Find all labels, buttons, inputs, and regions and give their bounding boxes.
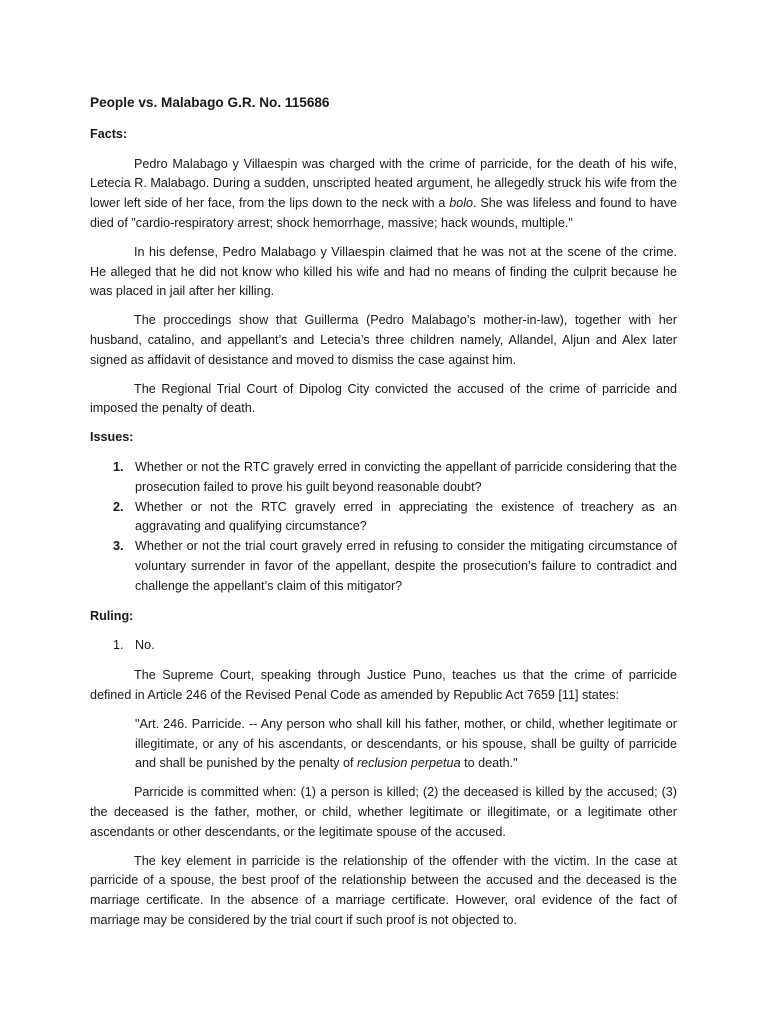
ruling-paragraph-1: The Supreme Court, speaking through Justice Puno, teaches us that the crime of parricide defined in Article 246 of the Revised Penal Code as amended by Republic Act 7659 [11] states: xyxy=(90,668,677,702)
ruling-list xyxy=(90,636,677,656)
facts-paragraph-1 xyxy=(90,155,677,234)
issue-text: Whether or not the RTC gravely erred in convicting the appellant of parricide considering that the prosecution failed to prove his guilt beyond reasonable doubt? xyxy=(135,459,677,494)
facts-paragraph-2: In his defense, Pedro Malabago y Villaespin claimed that he was not at the scene of the crime. He alleged that he did not know who killed his wife and had no means of finding the culprit because he was placed in jail after her killing. xyxy=(90,244,677,299)
document-page xyxy=(90,88,677,940)
issue-number: 2. xyxy=(113,499,124,514)
list-item xyxy=(90,458,677,498)
ruling-heading: Ruling: xyxy=(90,608,134,623)
ruling-paragraph-3: The key element in parricide is the relationship of the offender with the victim. In the case at parricide of a spouse, the best proof of the relationship between the accused and the deceased is the marriage certificate. In the absence of a marriage certificate. However, oral evidence of the fact of marriage may be considered by the trial court if such proof is not objected to. xyxy=(90,853,677,927)
document-title: People vs. Malabago G.R. No. 115686 xyxy=(90,95,330,110)
quote-text-a: "Art. 246. Parricide. -- Any person who shall kill his father, mother, or child, whether legitimate or illegitimate, or any of his ascendants, or descendants, or his spouse, shall be guilty of parricide and shall be punished by the penalty of xyxy=(135,716,677,771)
issues-heading: Issues: xyxy=(90,430,134,445)
ruling-number: 1. xyxy=(113,638,124,653)
facts-paragraph-4: The Regional Trial Court of Dipolog City convicted the accused of the crime of parricide and imposed the penalty of death. xyxy=(90,381,677,416)
facts-paragraph-3: The proccedings show that Guillerma (Pedro Malabago’s mother-in-law), together with her husband, catalino, and appellant’s and Letecia’s three children namely, Allandel, Aljun and Alex later signed as affidavit of desistance and moved to dismiss the case against him. xyxy=(90,313,677,367)
list-item xyxy=(90,636,677,656)
quote-emphasis: reclusion perpetua xyxy=(356,756,461,771)
issue-text: Whether or not the RTC gravely erred in appreciating the existence of treachery as an aggravating and qualifying circumstance? xyxy=(135,499,677,534)
quote-text-b: to death." xyxy=(460,756,518,771)
ruling-answer: No. xyxy=(135,638,155,653)
facts-p1-emphasis: bolo xyxy=(449,196,474,211)
issue-text: Whether or not the trial court gravely erred in refusing to consider the mitigating circumstance of voluntary surrender in favor of the appellant, despite the prosecution’s failure to contradict and challenge the appellant’s claim of this mitigator? xyxy=(135,539,677,593)
issue-number: 1. xyxy=(113,459,124,474)
issue-number: 3. xyxy=(113,539,124,554)
list-item xyxy=(90,498,677,538)
facts-heading: Facts: xyxy=(90,126,128,141)
list-item xyxy=(90,537,677,596)
facts-p1-text-a: Pedro Malabago y Villaespin was charged with the crime of parricide, for the death of his wife, Letecia R. Malabago. During a sudden, unscripted heated argument, he allegedly struck his wife from the lower left side of her face, from the lips down to the neck with a xyxy=(90,156,677,211)
facts-p1-text-b: . She was lifeless and found to have died of "cardio-respiratory arrest; shock hemorrhage, massive; hack wounds, multiple." xyxy=(90,196,677,230)
article-quote xyxy=(135,715,677,774)
ruling-paragraph-2: Parricide is committed when: (1) a person is killed; (2) the deceased is killed by the accused; (3) the deceased is the father, mother, or child, whether legitimate or illegitimate, or a legitimate other ascendants or other descendants, or the legitimate spouse of the accused. xyxy=(90,785,677,839)
issues-list xyxy=(90,458,677,597)
